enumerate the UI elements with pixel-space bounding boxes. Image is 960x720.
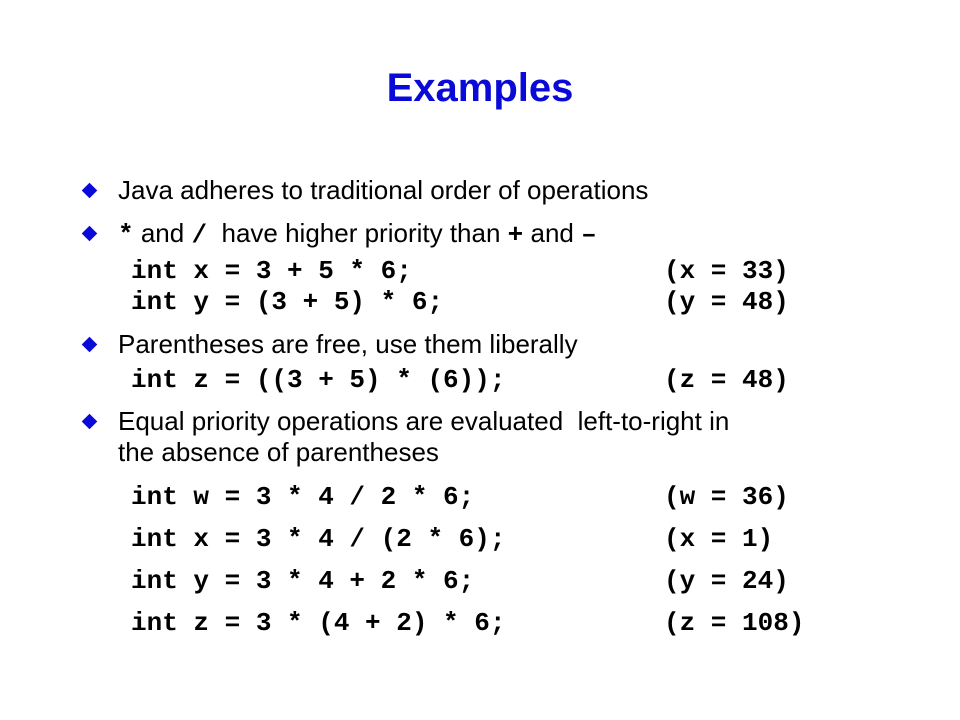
code-result-2: (y = 48) [664, 287, 789, 317]
diamond-bullet-icon [82, 414, 98, 430]
code-result-7: (z = 108) [664, 608, 805, 638]
code-line-5: int x = 3 * 4 / (2 * 6); [131, 524, 506, 554]
operator-plus: + [507, 220, 524, 250]
bullet-1-text: Java adheres to traditional order of operations [118, 175, 649, 205]
code-result-3: (z = 48) [664, 365, 789, 395]
code-result-5: (x = 1) [664, 524, 774, 554]
bullet-2-and-1: and [133, 218, 192, 248]
code-line-7: int z = 3 * (4 + 2) * 6; [131, 608, 506, 638]
operator-minus: – [581, 220, 597, 250]
code-line-3: int z = ((3 + 5) * (6)); [131, 365, 506, 395]
operator-multiply: * [118, 220, 134, 250]
bullet-2-text [118, 218, 597, 251]
code-result-1: (x = 33) [664, 256, 789, 286]
code-result-4: (w = 36) [664, 482, 789, 512]
slide-title: Examples [386, 66, 574, 110]
diamond-bullet-icon [82, 226, 98, 242]
code-line-4: int w = 3 * 4 / 2 * 6; [131, 482, 475, 512]
bullet-2-and-2: and [523, 218, 582, 248]
operator-divide: / [191, 220, 208, 250]
diamond-bullet-icon [82, 183, 98, 199]
bullet-3-text: Parentheses are free, use them liberally [118, 329, 578, 359]
bullet-4-line-1: Equal priority operations are evaluated left-to-right in [118, 406, 730, 436]
bullet-4-line-2: the absence of parentheses [118, 437, 439, 467]
diamond-bullet-icon [82, 337, 98, 353]
code-line-2: int y = (3 + 5) * 6; [131, 287, 444, 317]
code-result-6: (y = 24) [664, 566, 789, 596]
code-line-6: int y = 3 * 4 + 2 * 6; [131, 566, 475, 596]
code-line-1: int x = 3 + 5 * 6; [131, 256, 412, 286]
bullet-2-middle: have higher priority than [207, 218, 508, 248]
